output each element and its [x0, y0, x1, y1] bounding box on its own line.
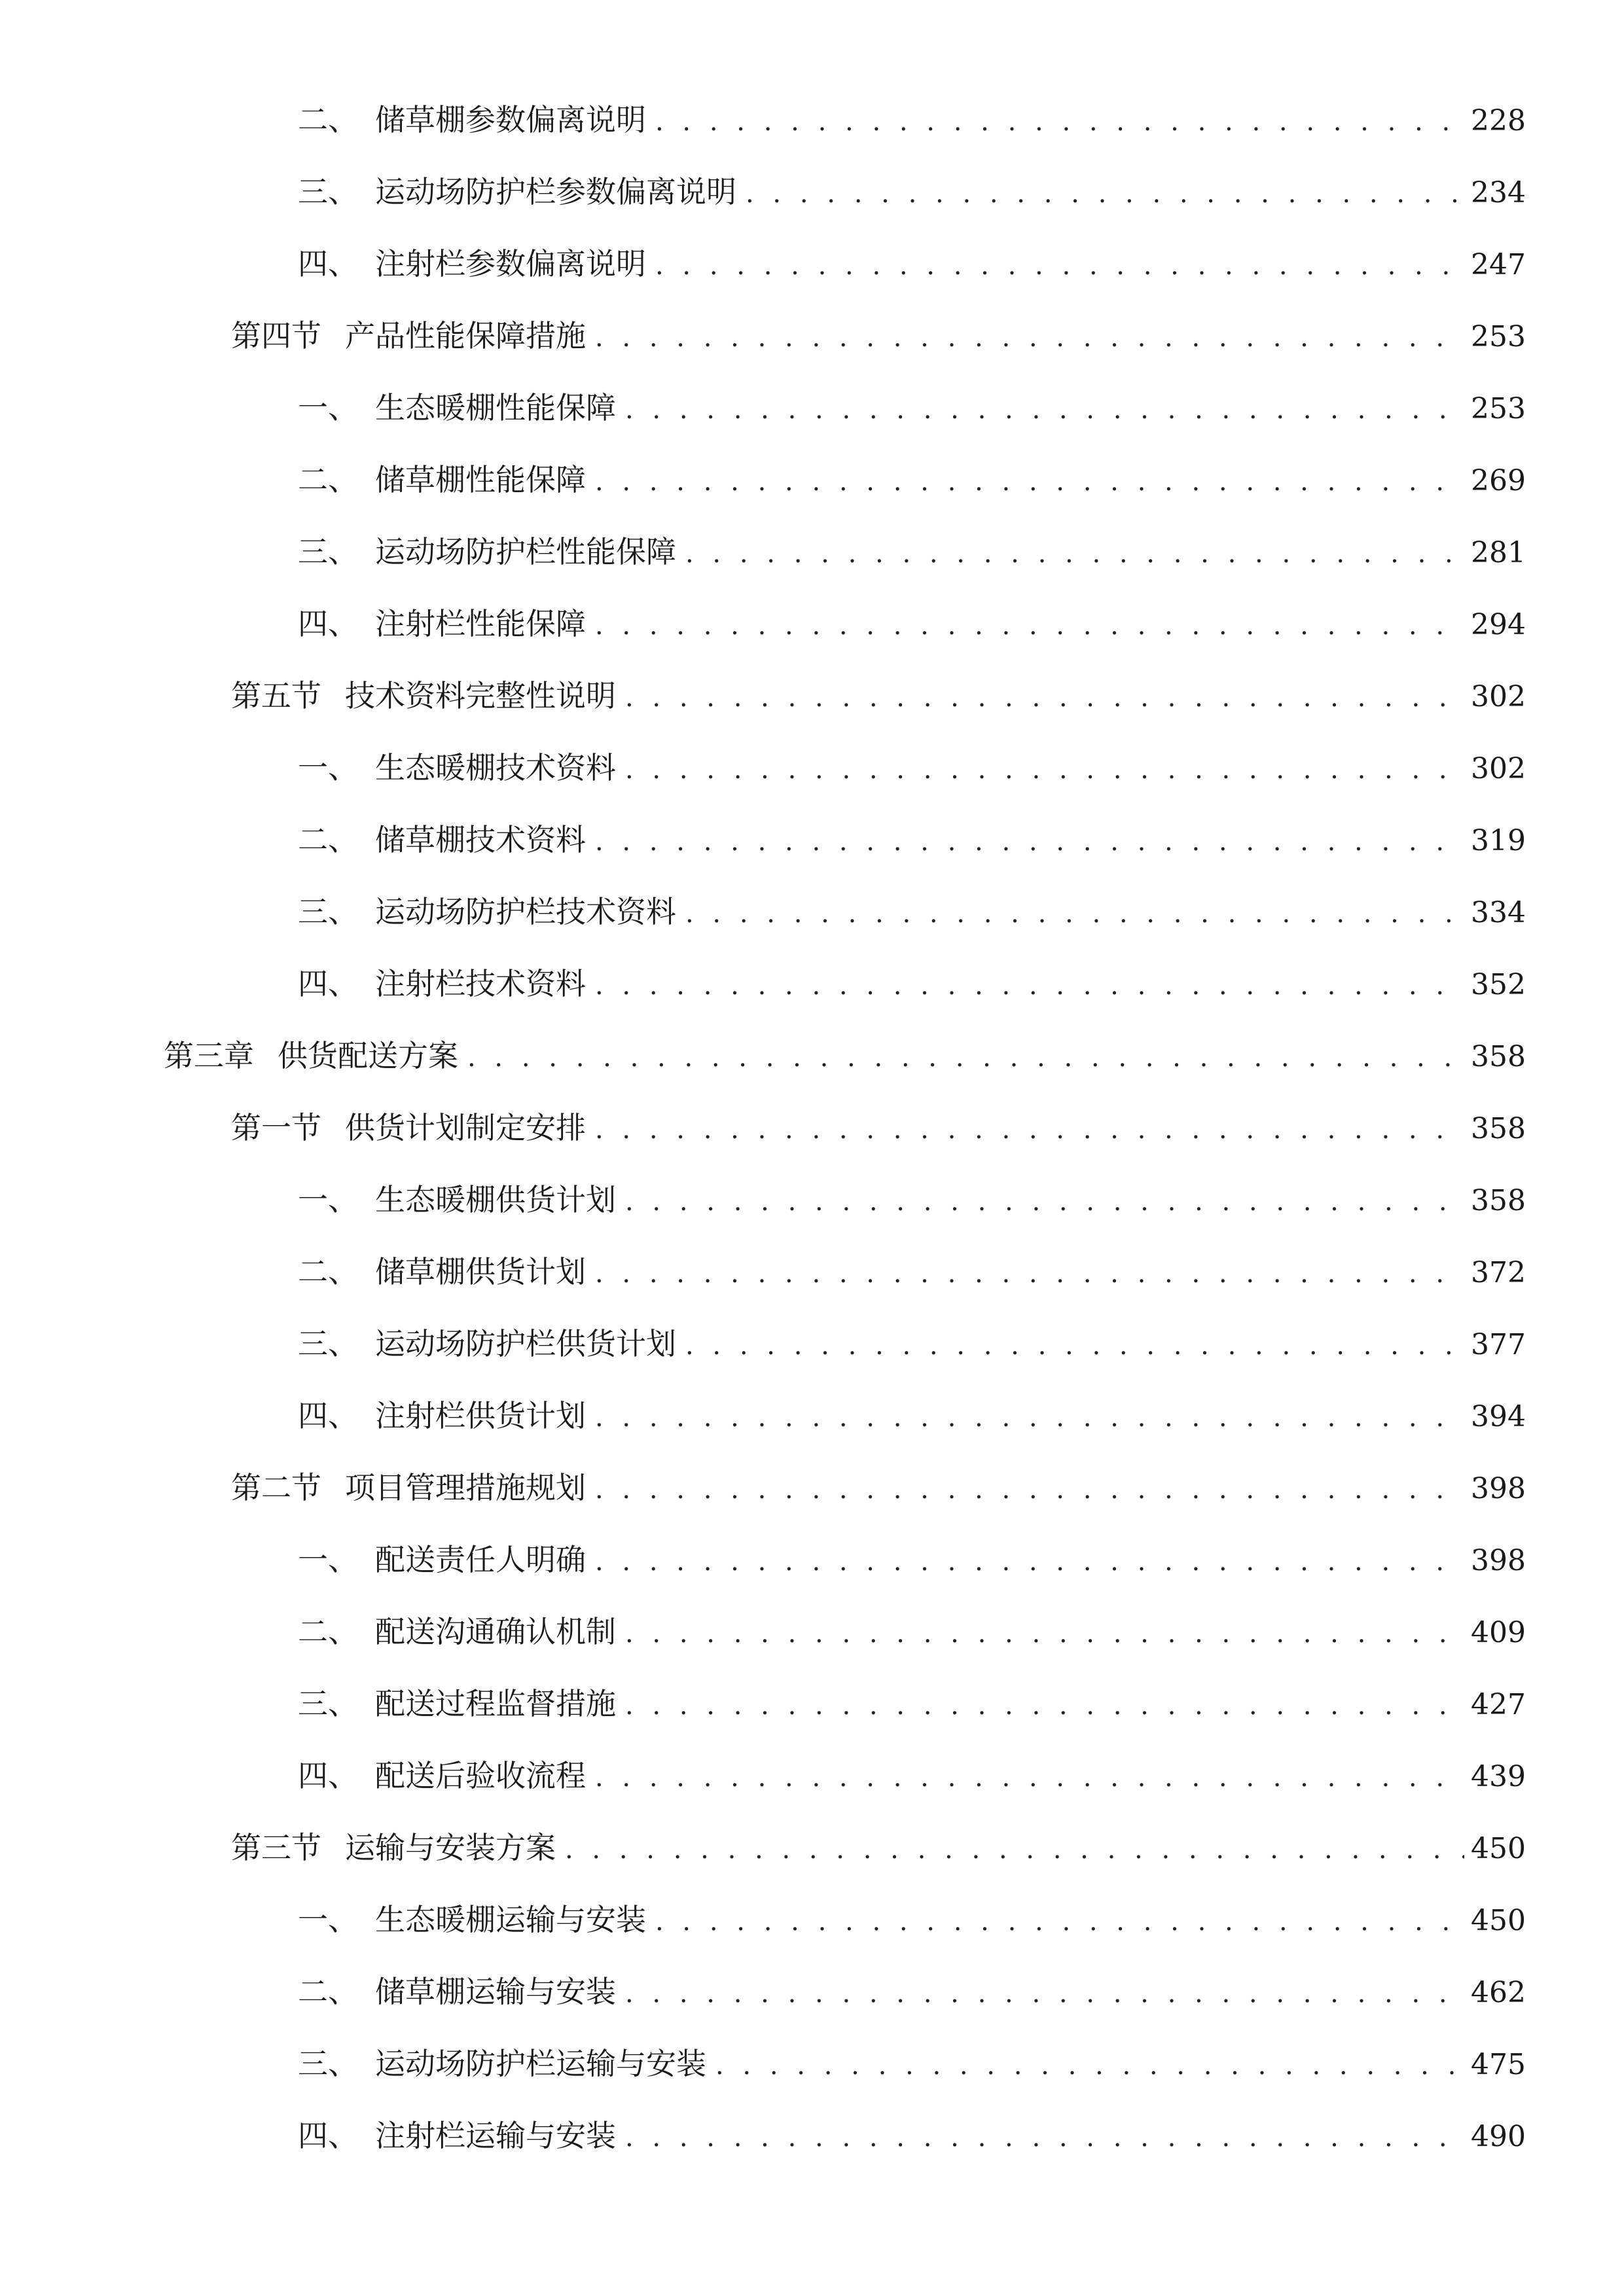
toc-entry[interactable] [298, 961, 1526, 1007]
toc-dot-leader [655, 243, 1464, 289]
toc-entry-page: 398 [1471, 1472, 1526, 1505]
toc-entry[interactable] [298, 1177, 1526, 1223]
toc-entry-page: 490 [1471, 2120, 1526, 2153]
toc-dot-leader [685, 891, 1464, 937]
toc-entry-title: 产品性能保障措施 [345, 318, 586, 353]
toc-entry-title: 运动场防护栏性能保障 [375, 534, 676, 569]
toc-entry-page: 358 [1471, 1040, 1526, 1073]
toc-dot-leader [595, 1467, 1464, 1513]
toc-dot-leader [715, 2043, 1464, 2089]
toc-entry-number: 三、 [298, 2046, 358, 2081]
toc-entry[interactable] [298, 745, 1526, 791]
toc-dot-leader [565, 1827, 1464, 1873]
toc-entry-number: 一、 [298, 1182, 358, 1217]
toc-entry-page: 269 [1471, 464, 1526, 497]
toc-entry-title: 配送过程监督措施 [375, 1686, 616, 1721]
toc-entry-number: 二、 [298, 822, 358, 857]
toc-entry-number: 二、 [298, 462, 358, 497]
toc-entry-number: 一、 [298, 390, 358, 425]
toc-entry[interactable] [298, 601, 1526, 647]
toc-entry-page: 228 [1471, 104, 1526, 137]
toc-entry-title: 生态暖棚供货计划 [375, 1182, 616, 1217]
toc-entry-title: 运动场防护栏运输与安装 [375, 2046, 706, 2081]
toc-entry[interactable] [298, 97, 1526, 143]
toc-dot-leader [595, 963, 1464, 1009]
toc-entry-page: 253 [1471, 320, 1526, 353]
toc-entry-title: 生态暖棚性能保障 [375, 390, 616, 425]
toc-entry[interactable] [298, 385, 1526, 431]
toc-entry-number: 第一节 [231, 1110, 321, 1145]
toc-entry-page: 398 [1471, 1544, 1526, 1577]
toc-dot-leader [595, 1539, 1464, 1585]
toc-entry-page: 319 [1471, 824, 1526, 857]
toc-entry-title: 运动场防护栏供货计划 [375, 1326, 676, 1361]
toc-entry[interactable] [298, 1897, 1526, 1943]
toc-entry-page: 281 [1471, 536, 1526, 569]
toc-dot-leader [625, 747, 1464, 793]
toc-dot-leader [595, 819, 1464, 865]
toc-entry-number: 第五节 [231, 678, 321, 713]
toc-entry-number: 四、 [298, 2118, 358, 2153]
toc-entry-page: 450 [1471, 1832, 1526, 1865]
toc-entry-page: 352 [1471, 968, 1526, 1001]
toc-entry-page: 302 [1471, 680, 1526, 713]
toc-entry[interactable] [298, 2113, 1526, 2159]
toc-dot-leader [595, 1755, 1464, 1801]
toc-entry-title: 注射栏供货计划 [375, 1398, 586, 1433]
toc-entry-number: 二、 [298, 1254, 358, 1289]
toc-entry-number: 二、 [298, 1974, 358, 2009]
toc-entry-title: 储草棚参数偏离说明 [375, 102, 646, 137]
toc-entry-title: 运动场防护栏参数偏离说明 [375, 174, 736, 209]
toc-entry-title: 注射栏参数偏离说明 [375, 246, 646, 281]
toc-entry-page: 377 [1471, 1328, 1526, 1361]
toc-dot-leader [685, 1323, 1464, 1369]
toc-entry-page: 462 [1471, 1976, 1526, 2009]
toc-entry-page: 358 [1471, 1112, 1526, 1145]
toc-dot-leader [655, 99, 1464, 145]
toc-entry-title: 运动场防护栏技术资料 [375, 894, 676, 929]
toc-entry-title: 供货计划制定安排 [345, 1110, 586, 1145]
toc-entry[interactable] [298, 1537, 1526, 1583]
toc-entry[interactable] [231, 1105, 1526, 1151]
toc-entry-number: 四、 [298, 1398, 358, 1433]
toc-dot-leader [595, 1251, 1464, 1297]
toc-entry-number: 四、 [298, 1758, 358, 1793]
toc-dot-leader [625, 2115, 1464, 2161]
toc-dot-leader [746, 171, 1464, 217]
toc-entry[interactable] [231, 313, 1526, 359]
toc-entry-page: 253 [1471, 392, 1526, 425]
toc-dot-leader [595, 315, 1464, 361]
toc-entry-page: 302 [1471, 752, 1526, 785]
toc-entry-page: 439 [1471, 1760, 1526, 1793]
toc-entry[interactable] [298, 817, 1526, 863]
toc-entry[interactable] [231, 1465, 1526, 1511]
toc-dot-leader [625, 387, 1464, 433]
toc-entry-page: 334 [1471, 896, 1526, 929]
toc-entry[interactable] [298, 169, 1526, 215]
toc-entry-title: 注射栏性能保障 [375, 606, 586, 641]
toc-dot-leader [595, 603, 1464, 649]
toc-entry-title: 储草棚性能保障 [375, 462, 586, 497]
toc-entry-title: 供货配送方案 [278, 1038, 458, 1073]
toc-entry-number: 四、 [298, 246, 358, 281]
toc-entry-number: 三、 [298, 894, 358, 929]
toc-entry-number: 一、 [298, 1902, 358, 1937]
toc-entry-title: 注射栏技术资料 [375, 966, 586, 1001]
toc-entry-number: 第三节 [231, 1830, 321, 1865]
toc-entry[interactable] [298, 2041, 1526, 2087]
toc-entry-number: 第三章 [164, 1038, 254, 1073]
toc-entry-title: 技术资料完整性说明 [345, 678, 616, 713]
toc-dot-leader [685, 531, 1464, 577]
toc-dot-leader [595, 1395, 1464, 1441]
toc-entry-page: 394 [1471, 1400, 1526, 1433]
toc-entry-number: 第四节 [231, 318, 321, 353]
toc-entry-number: 一、 [298, 750, 358, 785]
toc-entry[interactable] [164, 1033, 1526, 1079]
toc-entry-title: 储草棚运输与安装 [375, 1974, 616, 2009]
toc-entry[interactable] [298, 1393, 1526, 1439]
toc-entry-page: 475 [1471, 2048, 1526, 2081]
toc-entry-number: 三、 [298, 1326, 358, 1361]
toc-entry[interactable] [298, 1753, 1526, 1799]
toc-entry-title: 生态暖棚运输与安装 [375, 1902, 646, 1937]
toc-dot-leader [625, 1611, 1464, 1657]
toc-entry[interactable] [298, 529, 1526, 575]
toc-entry-number: 第二节 [231, 1470, 321, 1505]
toc-entry-title: 配送沟通确认机制 [375, 1614, 616, 1649]
toc-entry[interactable] [231, 673, 1526, 719]
toc-entry-title: 储草棚供货计划 [375, 1254, 586, 1289]
toc-entry[interactable] [298, 889, 1526, 935]
toc-entry-page: 294 [1471, 608, 1526, 641]
toc-entry[interactable] [298, 457, 1526, 503]
toc-entry-page: 234 [1471, 176, 1526, 209]
toc-entry-title: 储草棚技术资料 [375, 822, 586, 857]
toc-entry-title: 注射栏运输与安装 [375, 2118, 616, 2153]
toc-entry-page: 247 [1471, 248, 1526, 281]
toc-dot-leader [625, 1179, 1464, 1225]
toc-dot-leader [595, 459, 1464, 505]
toc-entry-page: 358 [1471, 1184, 1526, 1217]
toc-entry[interactable] [298, 241, 1526, 287]
toc-dot-leader [625, 1971, 1464, 2017]
toc-dot-leader [595, 1107, 1464, 1153]
toc-dot-leader [625, 675, 1464, 721]
toc-entry[interactable] [298, 1609, 1526, 1655]
toc-entry-page: 450 [1471, 1904, 1526, 1937]
toc-entry-number: 二、 [298, 102, 358, 137]
toc-dot-leader [655, 1899, 1464, 1945]
toc-entry-title: 项目管理措施规划 [345, 1470, 586, 1505]
toc-dot-leader [467, 1035, 1464, 1081]
toc-entry[interactable] [231, 1825, 1526, 1871]
toc-entry-number: 四、 [298, 966, 358, 1001]
toc-entry[interactable] [298, 1249, 1526, 1295]
toc-entry-number: 四、 [298, 606, 358, 641]
toc-entry-number: 二、 [298, 1614, 358, 1649]
toc-entry[interactable] [298, 1681, 1526, 1727]
toc-entry-number: 三、 [298, 1686, 358, 1721]
toc-entry-number: 三、 [298, 534, 358, 569]
toc-entry-page: 372 [1471, 1256, 1526, 1289]
toc-entry-title: 生态暖棚技术资料 [375, 750, 616, 785]
toc-entry-number: 三、 [298, 174, 358, 209]
toc-entry-title: 配送责任人明确 [375, 1542, 586, 1577]
toc-entry-page: 409 [1471, 1616, 1526, 1649]
toc-entry-title: 运输与安装方案 [345, 1830, 556, 1865]
toc-entry[interactable] [298, 1321, 1526, 1367]
toc-dot-leader [625, 1683, 1464, 1729]
toc-entry-number: 一、 [298, 1542, 358, 1577]
toc-entry[interactable] [298, 1969, 1526, 2015]
toc-entry-title: 配送后验收流程 [375, 1758, 586, 1793]
toc-entry-page: 427 [1471, 1688, 1526, 1721]
